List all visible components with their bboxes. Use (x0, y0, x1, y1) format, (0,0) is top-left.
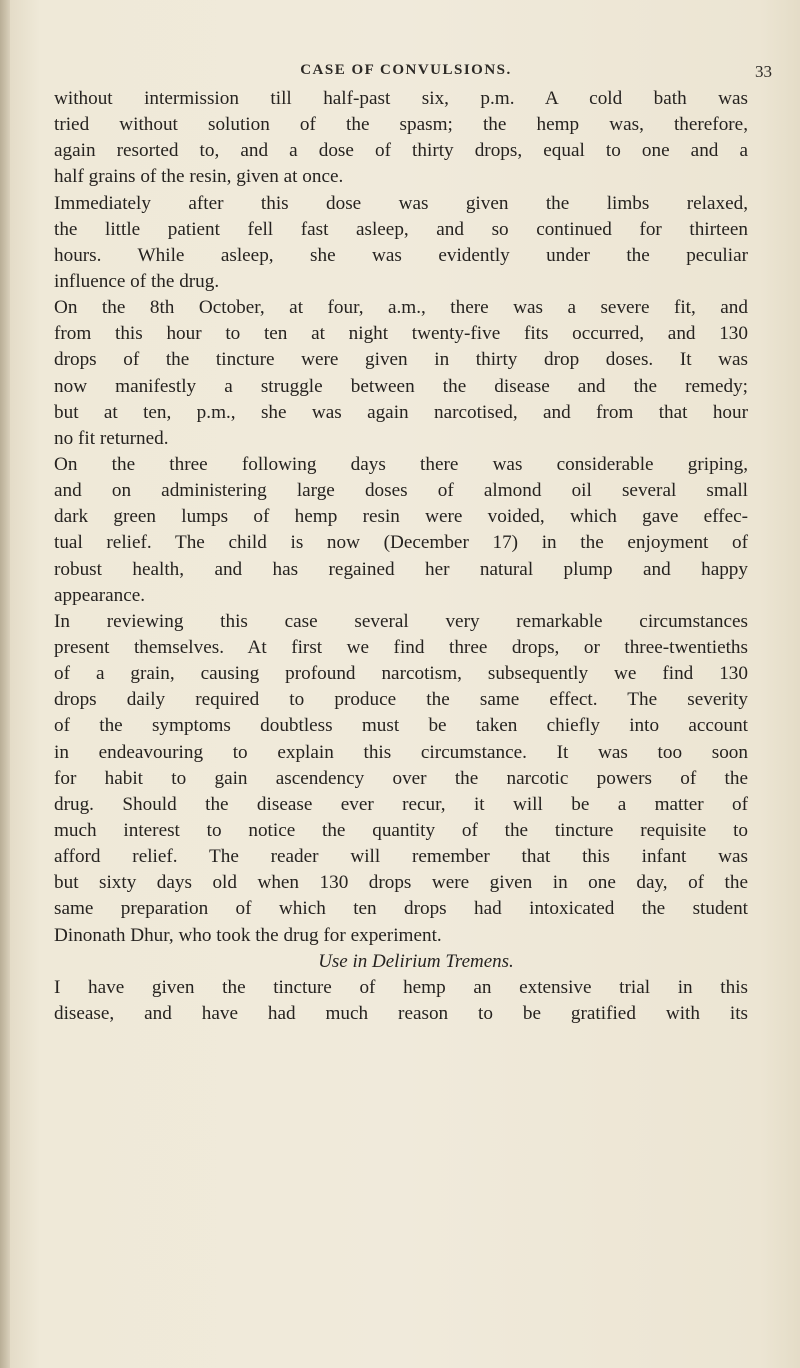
text-line: of a grain, causing profound narcotism, subsequently we find 130 (54, 663, 748, 685)
text-line: On the 8th October, at four, a.m., there was a severe fit, and (54, 297, 748, 319)
text-line: much interest to notice the quantity of the tincture requisite to (54, 819, 748, 841)
text-line: dark green lumps of hemp resin were voided, which gave effec- (54, 506, 748, 528)
running-head (40, 62, 772, 86)
text-line: without intermission till half-past six, p.m. A cold bath was (54, 88, 748, 109)
text-line: again resorted to, and a dose of thirty drops, equal to one and a (54, 140, 748, 162)
paragraph (54, 609, 748, 949)
text-line: but sixty days old when 130 drops were given in one day, of the (54, 872, 748, 894)
text-line: of the symptoms doubtless must be taken chiefly into account (54, 715, 748, 737)
running-title: CASE OF CONVULSIONS. (300, 62, 512, 78)
text-line: no fit returned. (54, 427, 169, 449)
text-line: same preparation of which ten drops had intoxicated the student (54, 898, 748, 920)
text-line: from this hour to ten at night twenty-five fits occurred, and 130 (54, 323, 748, 345)
text-line: in endeavouring to explain this circumstance. It was too soon (54, 741, 748, 763)
text-line: drug. Should the disease ever recur, it will be a matter of (54, 793, 748, 815)
text-line: appearance. (54, 584, 146, 606)
text-line: afford relief. The reader will remember that this infant was (54, 846, 748, 868)
text-line: Immediately after this dose was given the limbs relaxed, (54, 192, 748, 214)
text-line: present themselves. At first we find three drops, or three-twentieths (54, 636, 748, 658)
paragraph (54, 975, 748, 1027)
text-line: hours. While asleep, she was evidently under the peculiar (54, 244, 748, 266)
text-line: tual relief. The child is now (December 17) in the enjoyment of (54, 532, 748, 554)
text-line: In reviewing this case several very remarkable circumstances (54, 610, 748, 632)
text-line: for habit to gain ascendency over the narcotic powers of the (54, 767, 748, 789)
text-line: the little patient fell fast asleep, and so continued for thirteen (54, 218, 748, 240)
text-line: drops of the tincture were given in thirty drop doses. It was (54, 349, 748, 371)
text-line: and on administering large doses of almond oil several small (54, 480, 748, 502)
section-heading: Use in Delirium Tremens. (318, 950, 514, 972)
text-line: half grains of the resin, given at once. (54, 166, 344, 188)
text-line: On the three following days there was considerable griping, (54, 453, 748, 475)
paragraph (54, 452, 748, 609)
body-text (54, 86, 748, 1027)
text-line: tried without solution of the spasm; the hemp was, therefore, (54, 114, 748, 136)
text-line: drops daily required to produce the same effect. The severity (54, 689, 748, 711)
text-line: Dinonath Dhur, who took the drug for experiment. (54, 924, 442, 946)
text-line: disease, and have had much reason to be gratified with its (54, 1002, 748, 1024)
text-line: now manifestly a struggle between the disease and the remedy; (54, 375, 748, 397)
text-line: robust health, and has regained her natural plump and happy (54, 558, 748, 580)
paragraph (54, 86, 748, 191)
page-number: 33 (755, 62, 772, 81)
paragraph (54, 295, 748, 452)
paragraph (54, 191, 748, 296)
text-line: influence of the drug. (54, 270, 220, 292)
text-line: I have given the tincture of hemp an extensive trial in this (54, 976, 748, 998)
page-spine-shadow (0, 0, 10, 1368)
text-line: but at ten, p.m., she was again narcotised, and from that hour (54, 401, 748, 423)
